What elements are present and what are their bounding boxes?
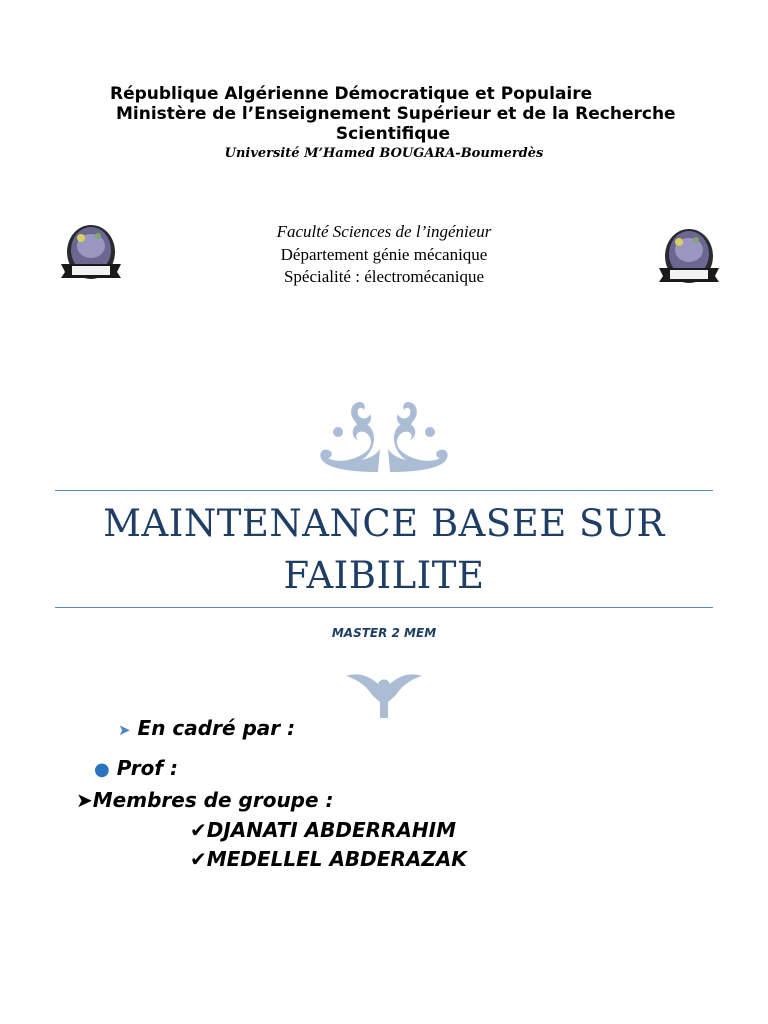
member-row <box>190 818 456 842</box>
fleuron-ornament-icon <box>344 670 424 720</box>
department-name: Département génie mécanique <box>280 245 488 264</box>
university-name: Université M’Hamed BOUGARA-Boumerdès <box>224 146 544 161</box>
member-row <box>190 847 467 871</box>
title-rule-bottom <box>55 607 713 608</box>
title-rule-top <box>55 490 713 491</box>
prof-label: Prof : <box>116 756 178 780</box>
members-item <box>76 788 334 812</box>
dot-bullet-icon: ● <box>94 759 110 780</box>
arrow-bullet-icon: ➤ <box>118 721 131 739</box>
subtitle: MASTER 2 MEM <box>331 626 437 640</box>
faculty-name: Faculté Sciences de l’ingénieur <box>276 222 492 241</box>
supervised-by-item <box>118 716 295 740</box>
member-name: DJANATI ABDERRAHIM <box>206 818 456 842</box>
members-label: Membres de groupe : <box>92 788 334 812</box>
member-name: MEDELLEL ABDERAZAK <box>206 847 467 871</box>
header-republic: République Algérienne Démocratique et Populaire <box>110 84 593 104</box>
supervised-by-label: En cadré par : <box>137 716 296 740</box>
document-title <box>55 498 713 602</box>
title-line-2: FAIBILITE <box>283 554 485 597</box>
header-ministry: Ministère de l’Enseignement Supérieur et de la Recherche <box>116 104 676 124</box>
prof-item <box>94 756 178 780</box>
arrowhead-bullet-icon: ➤ <box>76 788 93 812</box>
speciality-name: Spécialité : électromécanique <box>283 267 485 286</box>
check-icon: ✔ <box>190 847 207 871</box>
title-line-1: MAINTENANCE BASEE SUR <box>103 502 665 545</box>
check-icon: ✔ <box>190 818 207 842</box>
header-ministry-cont: Scientifique <box>335 124 451 144</box>
floral-ornament-icon <box>308 398 460 478</box>
